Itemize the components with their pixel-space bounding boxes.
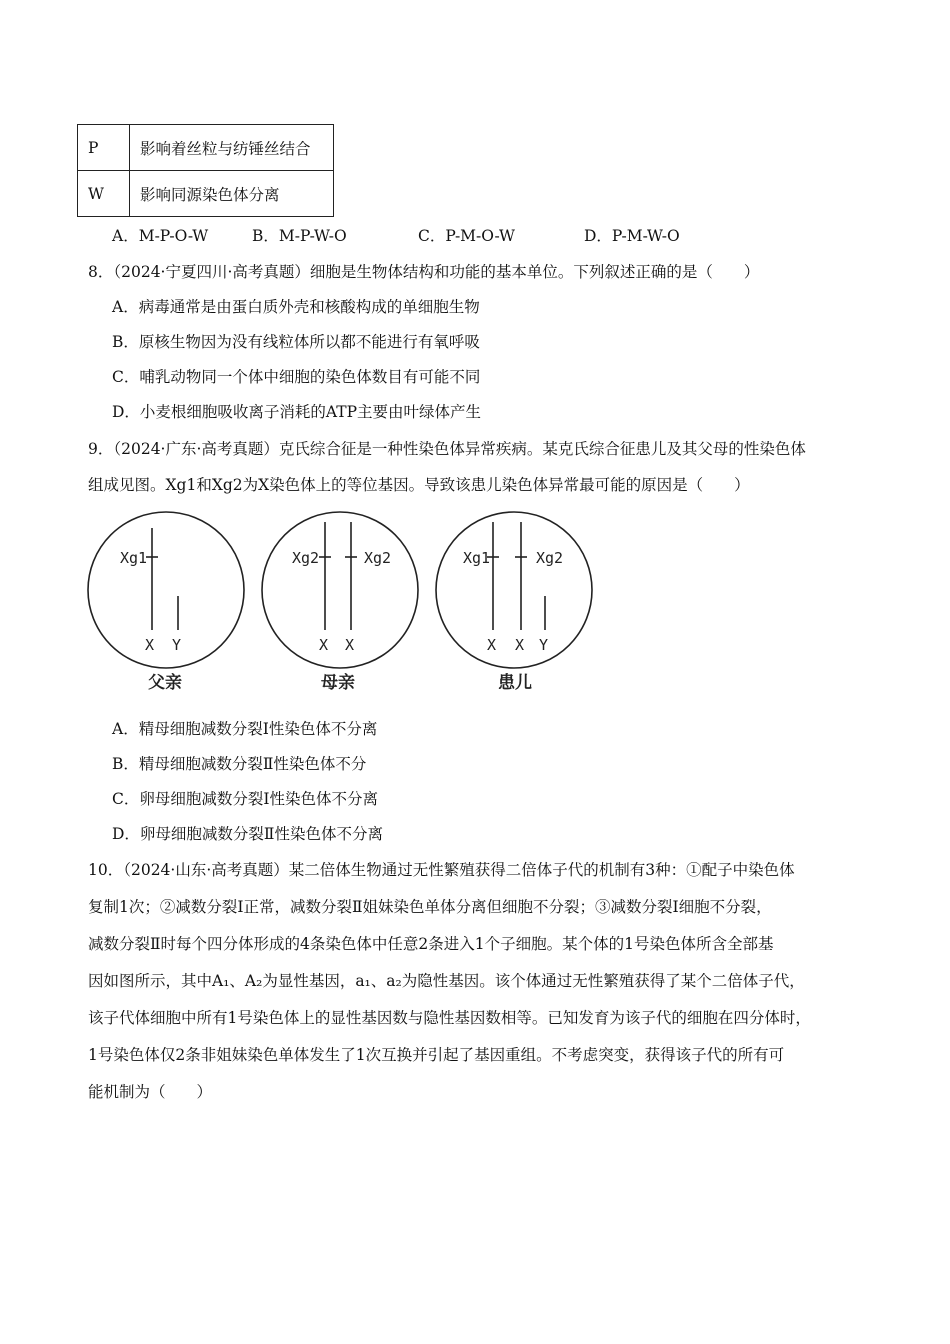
q8-option-b[interactable]: B．原核生物因为没有线粒体所以都不能进行有氧呼吸 <box>112 333 480 351</box>
mother-chrom-label-x1: X <box>319 636 329 654</box>
q9-option-b[interactable]: B．精母细胞减数分裂Ⅱ性染色体不分 <box>112 755 367 773</box>
mother-gene-label-1: Xg2 <box>292 549 320 567</box>
child-caption: 患儿 <box>498 673 532 693</box>
q8-option-d[interactable]: D．小麦根细胞吸收离子消耗的ATP主要由叶绿体产生 <box>112 403 482 421</box>
q10-line-6: 1号染色体仅2条非姐妹染色单体发生了1次互换并引起了基因重组。不考虑突变，获得该子代的所有可 <box>88 1046 785 1064</box>
q10-line-7: 能机制为（ ） <box>88 1083 213 1101</box>
q7-option-a[interactable]: A．M-P-O-W <box>112 227 209 245</box>
q9-option-d[interactable]: D．卵母细胞减数分裂Ⅱ性染色体不分离 <box>112 825 383 843</box>
chromosome-figure <box>80 508 600 698</box>
father-caption: 父亲 <box>148 673 182 693</box>
q8-option-c[interactable]: C．哺乳动物同一个体中细胞的染色体数目有可能不同 <box>112 368 481 386</box>
q7-option-b[interactable]: B．M-P-W-O <box>252 227 347 245</box>
child-gene-label-1: Xg1 <box>463 549 491 567</box>
table-cell-text: 影响同源染色体分离 <box>130 171 334 217</box>
table-row <box>78 171 334 217</box>
q10-line-2: 复制1次；②减数分裂Ⅰ正常，减数分裂Ⅱ姐妹染色单体分离但细胞不分裂；③减数分裂Ⅰ细胞不分裂， <box>88 898 772 916</box>
child-cell-circle <box>436 512 592 668</box>
gene-effect-table <box>77 124 334 217</box>
child-gene-label-2: Xg2 <box>536 549 564 567</box>
table-cell-key: W <box>78 171 130 217</box>
father-chrom-label-y: Y <box>172 636 182 654</box>
q10-line-4: 因如图所示，其中A₁、A₂为显性基因，a₁、a₂为隐性基因。该个体通过无性繁殖获得了某个二倍体子代， <box>88 972 805 990</box>
child-chrom-label-x1: X <box>487 636 497 654</box>
q9-stem-line1: 9．（2024·广东·高考真题）克氏综合征是一种性染色体异常疾病。某克氏综合征患儿及其父母的性染色体 <box>88 440 806 458</box>
table-cell-key: P <box>78 125 130 171</box>
q9-option-a[interactable]: A．精母细胞减数分裂Ⅰ性染色体不分离 <box>112 720 378 738</box>
mother-caption: 母亲 <box>321 673 355 693</box>
q9-option-c[interactable]: C．卵母细胞减数分裂Ⅰ性染色体不分离 <box>112 790 378 808</box>
q7-option-c[interactable]: C．P-M-O-W <box>418 227 515 245</box>
table-row <box>78 125 334 171</box>
mother-cell-circle <box>262 512 418 668</box>
q7-option-d[interactable]: D．P-M-W-O <box>584 227 680 245</box>
father-chrom-label-x: X <box>145 636 155 654</box>
father-cell-circle <box>88 512 244 668</box>
mother-chrom-label-x2: X <box>345 636 355 654</box>
q9-stem-line2: 组成见图。Xg1和Xg2为X染色体上的等位基因。导致该患儿染色体异常最可能的原因是（ ） <box>88 476 750 494</box>
q8-option-a[interactable]: A．病毒通常是由蛋白质外壳和核酸构成的单细胞生物 <box>112 298 480 316</box>
mother-gene-label-2: Xg2 <box>364 549 392 567</box>
table-cell-text: 影响着丝粒与纺锤丝结合 <box>130 125 334 171</box>
father-gene-label: Xg1 <box>120 549 148 567</box>
child-chrom-label-x2: X <box>515 636 525 654</box>
q10-line-1: 10．（2024·山东·高考真题）某二倍体生物通过无性繁殖获得二倍体子代的机制有3种：①配子中染色体 <box>88 861 795 879</box>
child-chrom-label-y: Y <box>539 636 549 654</box>
q8-stem: 8．（2024·宁夏四川·高考真题）细胞是生物体结构和功能的基本单位。下列叙述正确的是（ ） <box>88 263 760 281</box>
q10-line-5: 该子代体细胞中所有1号染色体上的显性基因数与隐性基因数相等。已知发育为该子代的细胞在四分体时， <box>88 1009 811 1027</box>
q10-line-3: 减数分裂Ⅱ时每个四分体形成的4条染色体中任意2条进入1个子细胞。某个体的1号染色体所含全部基 <box>88 935 774 953</box>
